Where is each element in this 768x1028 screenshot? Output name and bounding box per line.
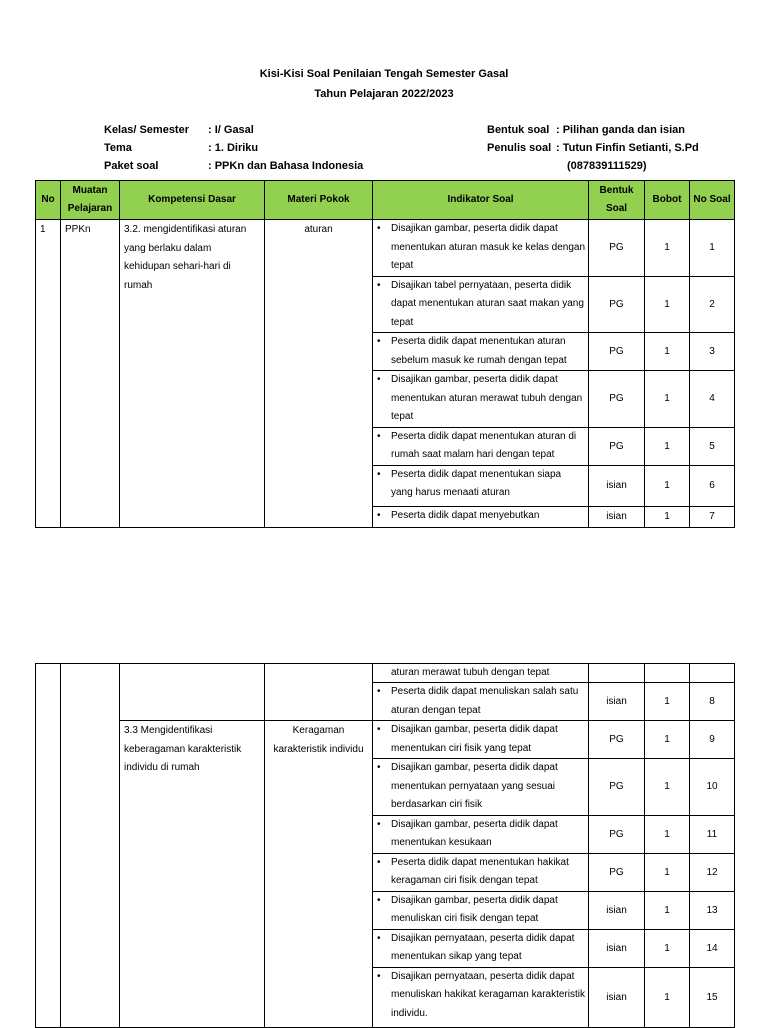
bentuk-soal-cell: PG [589, 759, 645, 816]
indicator-item [377, 428, 585, 465]
materi-pokok-cell: aturan [265, 220, 373, 528]
bobot-cell: 1 [645, 929, 690, 967]
kompetensi-dasar-cell: 3.3 Mengidentifikasi keberagaman karakteristik individu di rumah [120, 721, 265, 1028]
indicator-item [377, 930, 585, 967]
bentuk-soal-cell: isian [589, 683, 645, 721]
bobot-cell: 1 [645, 506, 690, 527]
indicator-text: Disajikan gambar, peserta didik dapat menentukan aturan merawat tubuh dengan tepat [391, 374, 583, 422]
bentuk-soal-cell: PG [589, 721, 645, 759]
bentuk-soal-cell: isian [589, 465, 645, 506]
bullet-icon: • [377, 336, 381, 347]
indicator-cell [373, 276, 589, 333]
bentuk-soal-cell: isian [589, 506, 645, 527]
bobot-cell: 1 [645, 333, 690, 371]
indicator-cell [373, 220, 589, 277]
no-soal-cell: 2 [690, 276, 735, 333]
indicator-item [377, 854, 585, 891]
bobot-cell: 1 [645, 759, 690, 816]
bobot-cell: 1 [645, 465, 690, 506]
no-soal-cell [690, 664, 735, 683]
muatan-cell: PPKn [61, 220, 120, 528]
header-muatan: Muatan Pelajaran [61, 181, 120, 220]
bullet-icon: • [377, 894, 381, 906]
no-soal-cell: 13 [690, 891, 735, 929]
kompetensi-dasar-cell: 3.2. mengidentifikasi aturan yang berlaku dalam kehidupan sehari-hari di rumah [120, 220, 265, 528]
no-soal-cell: 6 [690, 465, 735, 506]
phone-number: (087839111529) [567, 160, 647, 172]
indicator-text: Disajikan gambar, peserta didik dapat menentukan pernyataan yang sesuai berdasarkan ciri fisik [391, 762, 558, 810]
indicator-item [377, 968, 585, 1024]
bullet-icon: • [377, 932, 381, 944]
indicator-text: Peserta didik dapat menentukan siapa yang harus menaati aturan [391, 468, 562, 498]
bentuk-soal-cell: PG [589, 220, 645, 277]
indicator-cell [373, 371, 589, 428]
bullet-icon: • [377, 856, 381, 868]
kelas-label: Kelas/ Semester [104, 124, 189, 136]
indicator-text: Disajikan gambar, peserta didik dapat menuliskan ciri fisik dengan tepat [391, 894, 558, 924]
indicator-text: Disajikan gambar, peserta didik dapat menentukan aturan masuk ke kelas dengan tepat [391, 223, 586, 271]
indicator-text: Disajikan tabel pernyataan, peserta didik dapat menentukan aturan saat makan yang tepat [391, 279, 584, 328]
indicator-item [377, 816, 585, 853]
indicator-item [377, 466, 585, 503]
indicator-text: Peserta didik dapat menentukan aturan di rumah saat malam hari dengan tepat [391, 430, 577, 460]
indicator-cell [373, 506, 589, 527]
indicator-cell [373, 427, 589, 465]
indicator-item [377, 892, 585, 929]
header-nosoal: No Soal [690, 181, 735, 220]
bullet-icon: • [377, 686, 381, 697]
no-soal-cell: 10 [690, 759, 735, 816]
indicator-item [377, 759, 585, 815]
no-soal-cell: 7 [690, 506, 735, 527]
indicator-cell [373, 967, 589, 1027]
no-soal-cell: 14 [690, 929, 735, 967]
indicator-item [377, 683, 585, 720]
bentuk-soal-cell: PG [589, 427, 645, 465]
bentuk-label: Bentuk soal [487, 124, 550, 136]
bobot-cell: 1 [645, 683, 690, 721]
bobot-cell: 1 [645, 220, 690, 277]
row-number-cell [36, 664, 61, 1028]
indicator-item [377, 220, 585, 276]
bobot-cell: 1 [645, 891, 690, 929]
indicator-cell [373, 465, 589, 506]
materi-pokok-cell [265, 664, 373, 721]
document-subtitle: Tahun Pelajaran 2022/2023 [314, 88, 454, 100]
bentuk-soal-cell: PG [589, 276, 645, 333]
no-soal-cell: 12 [690, 853, 735, 891]
header-kompetensi: Kompetensi Dasar [120, 181, 265, 220]
bentuk-soal-cell [589, 664, 645, 683]
paket-value: : PPKn dan Bahasa Indonesia [208, 160, 364, 172]
paket-label: Paket soal [104, 160, 159, 172]
bullet-icon: • [377, 430, 381, 442]
no-soal-cell: 1 [690, 220, 735, 277]
indicator-item [377, 333, 585, 370]
indicator-item [377, 721, 585, 758]
bullet-icon: • [377, 509, 381, 521]
bobot-cell: 1 [645, 853, 690, 891]
indicator-text: Peserta didik dapat menentukan aturan sebelum masuk ke rumah dengan tepat [391, 336, 567, 366]
bentuk-soal-cell: isian [589, 891, 645, 929]
bentuk-soal-cell: isian [589, 967, 645, 1027]
indicator-item [377, 277, 585, 333]
indicator-item [377, 371, 585, 427]
indicator-cell [373, 891, 589, 929]
indicator-text: Disajikan gambar, peserta didik dapat menentukan ciri fisik yang tepat [391, 724, 558, 754]
no-soal-cell: 11 [690, 815, 735, 853]
bentuk-soal-cell: PG [589, 371, 645, 428]
tema-value: : 1. Diriku [208, 142, 259, 154]
materi-pokok-cell: Keragaman karakteristik individu [265, 721, 373, 1028]
bullet-icon: • [377, 223, 381, 234]
indicator-text: Disajikan gambar, peserta didik dapat menentukan kesukaan [391, 818, 558, 848]
bobot-cell: 1 [645, 427, 690, 465]
no-soal-cell: 5 [690, 427, 735, 465]
penulis-value: : Tutun Finfin Setianti, S.Pd [556, 142, 699, 154]
bobot-cell: 1 [645, 815, 690, 853]
table-row [36, 721, 735, 759]
no-soal-cell: 15 [690, 967, 735, 1027]
bullet-icon: • [377, 818, 381, 830]
kelas-value: : I/ Gasal [208, 124, 254, 136]
muatan-cell [61, 664, 120, 1028]
bentuk-soal-cell: PG [589, 853, 645, 891]
bentuk-soal-cell: PG [589, 815, 645, 853]
header-indikator: Indikator Soal [373, 181, 589, 220]
kompetensi-dasar-cell [120, 664, 265, 721]
bentuk-value: : Pilihan ganda dan isian [556, 124, 685, 136]
no-soal-cell: 4 [690, 371, 735, 428]
penulis-label: Penulis soal [487, 142, 552, 154]
row-number-cell: 1 [36, 220, 61, 528]
bullet-icon: • [377, 762, 381, 773]
bobot-cell: 1 [645, 276, 690, 333]
no-soal-cell: 9 [690, 721, 735, 759]
indicator-continuation: aturan merawat tubuh dengan tepat [373, 664, 589, 683]
indicator-cell [373, 759, 589, 816]
header-bobot: Bobot [645, 181, 690, 220]
grid-table-page1 [35, 180, 735, 528]
no-soal-cell: 3 [690, 333, 735, 371]
no-soal-cell: 8 [690, 683, 735, 721]
bobot-cell: 1 [645, 967, 690, 1027]
indicator-item [377, 507, 585, 526]
table-row [36, 664, 735, 683]
indicator-cell [373, 721, 589, 759]
header-no: No [36, 181, 61, 220]
bullet-icon: • [377, 970, 381, 982]
indicator-text: Peserta didik dapat menentukan hakikat keragaman ciri fisik dengan tepat [391, 856, 569, 886]
bobot-cell: 1 [645, 371, 690, 428]
indicator-cell [373, 929, 589, 967]
document-title: Kisi-Kisi Soal Penilaian Tengah Semester Gasal [259, 68, 509, 80]
indicator-cell [373, 333, 589, 371]
indicator-cell [373, 815, 589, 853]
indicator-cell [373, 853, 589, 891]
bobot-cell: 1 [645, 721, 690, 759]
bullet-icon: • [377, 279, 381, 291]
bentuk-soal-cell: PG [589, 333, 645, 371]
indicator-text: Peserta didik dapat menuliskan salah satu aturan dengan tepat [391, 686, 579, 716]
tema-label: Tema [104, 142, 132, 154]
bullet-icon: • [377, 374, 381, 385]
indicator-cell [373, 683, 589, 721]
grid-table-page2 [35, 663, 735, 1028]
indicator-text: Peserta didik dapat menyebutkan [391, 509, 540, 521]
bentuk-soal-cell: isian [589, 929, 645, 967]
bobot-cell [645, 664, 690, 683]
table-row [36, 220, 735, 277]
indicator-text: Disajikan pernyataan, peserta didik dapat menuliskan hakikat keragaman karakteristik individu. [391, 970, 585, 1019]
bullet-icon: • [377, 468, 381, 480]
header-materi: Materi Pokok [265, 181, 373, 220]
indicator-text: Disajikan pernyataan, peserta didik dapat menentukan sikap yang tepat [391, 932, 575, 962]
header-bentuk: Bentuk Soal [589, 181, 645, 220]
bullet-icon: • [377, 724, 381, 735]
